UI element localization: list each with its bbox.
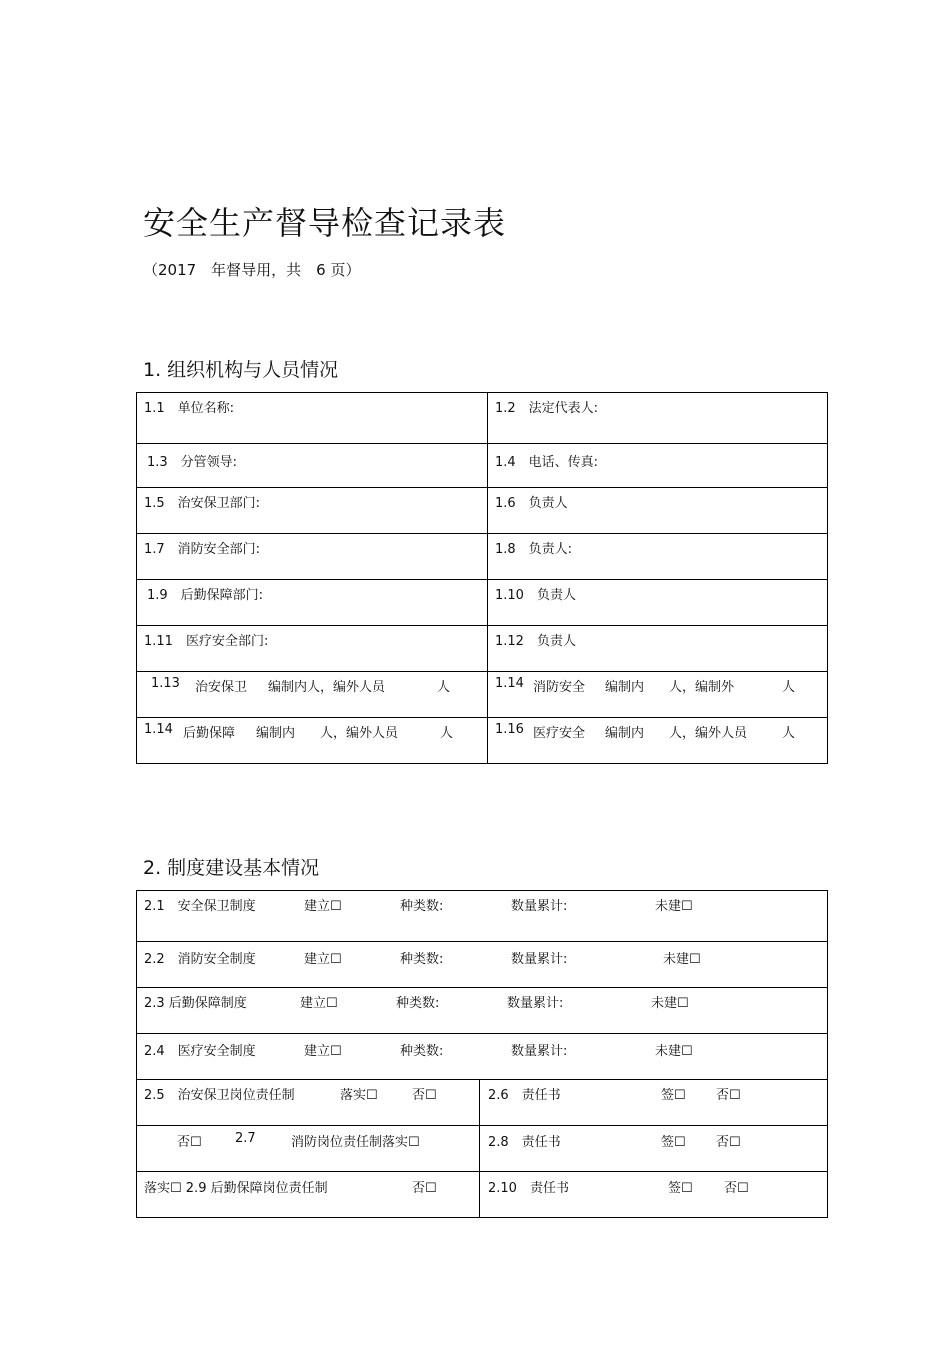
- no-checkbox[interactable]: 否☐: [716, 1088, 741, 1103]
- no-checkbox[interactable]: 否☐: [412, 1181, 437, 1196]
- table-row: [137, 1171, 827, 1217]
- table-row: [137, 891, 827, 941]
- document-title: 安全生产督导检查记录表: [143, 204, 507, 242]
- field-logistics-head[interactable]: 1.10 负责人: [495, 588, 576, 603]
- no-checkbox[interactable]: 否☐: [724, 1181, 749, 1196]
- field-leader-in-charge[interactable]: 1.3 分管领导:: [137, 444, 488, 487]
- table-row: [137, 941, 827, 987]
- field-logistics-responsibility[interactable]: 落实☐ 2.9 后勤保障岗位责任制 否☐: [137, 1172, 480, 1217]
- built-checkbox[interactable]: 建立☐: [304, 1044, 342, 1059]
- field-responsibility-letter-2[interactable]: 2.8 责任书 签☐ 否☐: [480, 1126, 827, 1171]
- field-logistics-system[interactable]: 2.3 后勤保障制度 建立☐ 种类数: 数量累计: 未建☐: [137, 988, 827, 1033]
- signed-checkbox[interactable]: 签☐: [661, 1135, 686, 1150]
- table-row: [137, 625, 827, 671]
- table-row: [137, 1033, 827, 1079]
- field-medical-head[interactable]: 1.12 负责人: [495, 634, 576, 649]
- field-security-staffing[interactable]: 1.13 治安保卫 编制内人，编外人员 人: [137, 672, 488, 717]
- no-checkbox[interactable]: 否☐: [177, 1135, 202, 1150]
- table-row: [137, 717, 827, 763]
- organization-table: [136, 392, 828, 764]
- signed-checkbox[interactable]: 签☐: [661, 1088, 686, 1103]
- unbuilt-checkbox[interactable]: 未建☐: [663, 952, 701, 967]
- table-row: [137, 533, 827, 579]
- field-security-system[interactable]: 2.1 安全保卫制度 建立☐ 种类数: 数量累计: 未建☐: [137, 891, 827, 941]
- table-row: [137, 987, 827, 1033]
- field-legal-representative[interactable]: 1.2 法定代表人:: [495, 401, 599, 416]
- field-responsibility-letter-3[interactable]: 2.10 责任书 签☐ 否☐: [480, 1172, 827, 1217]
- no-checkbox[interactable]: 否☐: [412, 1088, 437, 1103]
- field-fire-staffing[interactable]: 1.14 消防安全 编制内 人，编制外 人: [495, 676, 796, 695]
- field-fire-responsibility[interactable]: 否☐ 2.7 消防岗位责任制落实☐: [137, 1126, 480, 1171]
- section-2-heading: 2. 制度建设基本情况: [143, 857, 320, 879]
- field-unit-name[interactable]: 1.1 单位名称:: [137, 393, 488, 443]
- field-logistics-dept[interactable]: 1.9 后勤保障部门:: [137, 580, 488, 625]
- table-row: [137, 487, 827, 533]
- table-row: [137, 393, 827, 443]
- field-responsibility-letter-1[interactable]: 2.6 责任书 签☐ 否☐: [480, 1080, 827, 1125]
- field-medical-staffing[interactable]: 1.16 医疗安全 编制内 人，编外人员 人: [495, 722, 796, 741]
- field-medical-system[interactable]: 2.4 医疗安全制度 建立☐ 种类数: 数量累计: 未建☐: [137, 1034, 827, 1079]
- table-row: [137, 443, 827, 487]
- unbuilt-checkbox[interactable]: 未建☐: [655, 1044, 693, 1059]
- table-row: [137, 671, 827, 717]
- signed-checkbox[interactable]: 签☐: [668, 1181, 693, 1196]
- no-checkbox[interactable]: 否☐: [716, 1135, 741, 1150]
- document-subtitle: （2017 年督导用，共 6 页）: [143, 261, 361, 279]
- system-construction-table: [136, 890, 828, 1218]
- field-security-responsibility[interactable]: 2.5 治安保卫岗位责任制 落实☐ 否☐: [137, 1080, 480, 1125]
- field-security-head[interactable]: 1.6 负责人: [495, 496, 568, 511]
- section-1-heading: 1. 组织机构与人员情况: [143, 359, 339, 381]
- field-fire-head[interactable]: 1.8 负责人:: [495, 542, 573, 557]
- field-medical-dept[interactable]: 1.11 医疗安全部门:: [137, 626, 488, 671]
- field-fire-system[interactable]: 2.2 消防安全制度 建立☐ 种类数: 数量累计: 未建☐: [137, 942, 827, 987]
- table-row: [137, 1079, 827, 1125]
- field-security-dept[interactable]: 1.5 治安保卫部门:: [137, 488, 488, 533]
- field-phone-fax[interactable]: 1.4 电话、传真:: [495, 455, 599, 470]
- built-checkbox[interactable]: 建立☐: [304, 899, 342, 914]
- built-checkbox[interactable]: 建立☐: [304, 952, 342, 967]
- table-row: [137, 579, 827, 625]
- field-fire-dept[interactable]: 1.7 消防安全部门:: [137, 534, 488, 579]
- unbuilt-checkbox[interactable]: 未建☐: [655, 899, 693, 914]
- implemented-checkbox[interactable]: 落实☐: [340, 1088, 378, 1103]
- table-row: [137, 1125, 827, 1171]
- built-checkbox[interactable]: 建立☐: [300, 996, 338, 1011]
- field-logistics-staffing[interactable]: 1.14 后勤保障 编制内 人，编外人员 人: [137, 718, 488, 763]
- unbuilt-checkbox[interactable]: 未建☐: [651, 996, 689, 1011]
